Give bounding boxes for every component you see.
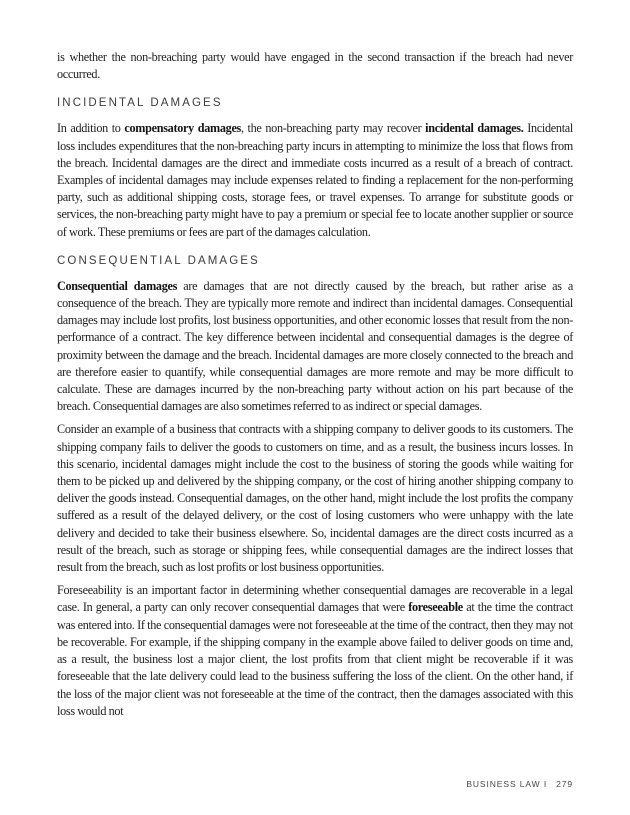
paragraph-consequential-damages: Consequential damages are damages that are not directly caused by the breach, but rather arise as a consequence of the breach. They are typically more remote and indirect than incidental damages. Consequential damages may include lost profits, lost business opportunities, and other economic losses that result from the non-performance of a contract. The key difference between incidental and consequential damages is the degree of proximity between the damage and the breach. Incidental damages are more closely connected to the breach and are therefore easier to quantify, while consequential damages are more remote and may be more difficult to calculate. These are damages incurred by the non-breaching party without action on his part because of the breach. Consequential damages are also sometimes referred to as indirect or special damages.	[57, 278, 573, 414]
section-heading-incidental-damages: INCIDENTAL DAMAGES	[57, 97, 223, 110]
paragraph-incidental-damages: In addition to compensatory damages, the non-breaching party may recover incidental damages. Incidental loss includes expenditures that the non-breaching party incurs in attempting to minimize the loss that flows from the breach. Incidental damages are the direct and immediate costs incurred as a result of a breach of contract. Examples of incidental damages may include expenses related to finding a replacement for the non-performing party, such as additional shipping costs, storage fees, or travel expenses. To arrange for substitute goods or services, the non-breaching party might have to pay a premium or special fee to locate another supplier or source of work. These premiums or fees are part of the damages calculation.	[57, 121, 573, 239]
running-footer-course-title: BUSINESS LAW I	[466, 779, 548, 789]
section-heading-consequential-damages: CONSEQUENTIAL DAMAGES	[57, 254, 260, 267]
page-number: 279	[556, 779, 573, 789]
page-content	[57, 49, 573, 726]
paragraph-continuation: is whether the non-breaching party would have engaged in the second transaction if the breach had never occurred.	[57, 50, 573, 82]
paragraph-shipping-example: Consider an example of a business that contracts with a shipping company to deliver goods to its customers. The shipping company fails to deliver the goods to customers on time, and as a result, the business incurs losses. In this scenario, incidental damages might include the cost to the business of storing the goods while waiting for them to be picked up and delivered by the shipping company, or the cost of hiring another shipping company to deliver the goods instead. Consequential damages, on the other hand, might include the lost profits the company suffered as a result of the delayed delivery, or the cost of losing customers who were unhappy with the late delivery and decided to take their business elsewhere. So, incidental damages are the direct costs incurred as a result of the breach, such as storage or shipping fees, while consequential damages are the indirect losses that result from the breach, such as lost profits or lost business opportunities.	[57, 422, 573, 575]
paragraph-foreseeability: Foreseeability is an important factor in determining whether consequential damages are recoverable in a legal case. In general, a party can only recover consequential damages that were foreseeable at the time the contract was entered into. If the consequential damages were not foreseeable at the time of the contract, then they may not be recoverable. For example, if the shipping company in the example above failed to deliver goods on time and, as a result, the business lost a major client, the lost profits from that client might be recoverable if it was foreseeable that the late delivery could lead to the business suffering the loss of the client. On the other hand, if the loss of the major client was not foreseeable at the time of the contract, then the damages associated with this loss would not	[57, 583, 573, 718]
page-footer	[466, 779, 573, 789]
